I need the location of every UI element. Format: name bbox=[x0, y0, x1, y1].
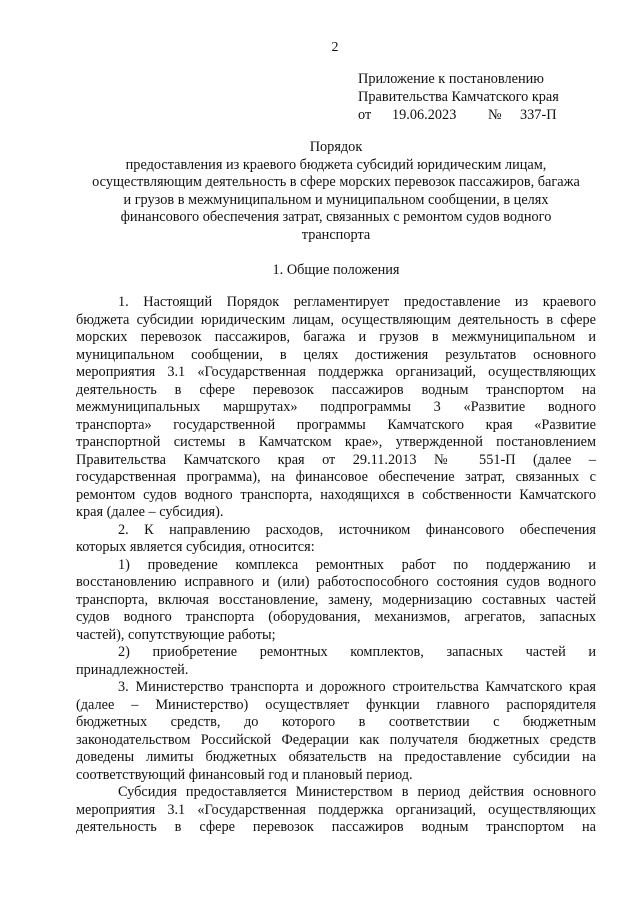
body-line: 2. К направлению расходов, источником финансового обеспечения bbox=[118, 521, 596, 538]
body-line: мероприятия 3.1 «Государственная поддержка организаций, осуществляющих bbox=[76, 801, 596, 818]
body-line: Субсидия предоставляется Министерством в период действия основного bbox=[118, 784, 596, 800]
document-title bbox=[76, 139, 596, 244]
body-line: (далее – Министерство) осуществляет функции главного распорядителя bbox=[76, 696, 596, 713]
appendix-block bbox=[358, 70, 559, 124]
body-line: деятельность в сфере перевозок пассажиров водным транспортом на bbox=[76, 819, 596, 835]
body-line: 1. Настоящий Порядок регламентирует предоставление из краевого bbox=[118, 294, 596, 310]
title-line: транспорта bbox=[301, 226, 371, 243]
body-line: края (далее – субсидия). bbox=[76, 504, 224, 520]
body-line: ремонтом судов водного транспорта, находящихся в собственности Камчатского bbox=[76, 486, 596, 503]
appendix-date-row bbox=[358, 106, 559, 124]
body-line: частей), сопутствующие работы; bbox=[76, 626, 276, 643]
body-text bbox=[76, 294, 596, 837]
body-line: морских перевозок пассажиров, багажа и грузов в межмуниципальном и bbox=[76, 329, 596, 345]
body-line: Правительства Камчатского края от 29.11.2013 № 551-П (далее – bbox=[76, 451, 596, 468]
body-line: соответствующий финансовый год и плановый период. bbox=[76, 766, 413, 783]
body-line: транспортной системы в Камчатском крае», утвержденной постановлением bbox=[76, 434, 596, 450]
appendix-date: 19.06.2023 bbox=[392, 107, 457, 123]
body-line: деятельность в сфере перевозок пассажиров водным транспортом на bbox=[76, 381, 596, 398]
body-line: мероприятия 3.1 «Государственная поддержка организаций, осуществляющих bbox=[76, 364, 596, 380]
body-line: бюджета субсидии юридическим лицам, осуществляющим деятельность в сфере bbox=[76, 311, 596, 328]
title-line: осуществляющим деятельность в сфере морских перевозок пассажиров, багажа bbox=[92, 174, 580, 190]
body-line: 1) проведение комплекса ремонтных работ по поддержанию и bbox=[118, 556, 596, 573]
body-line: 2) приобретение ремонтных комплектов, запасных частей и bbox=[118, 644, 596, 660]
body-line: транспорта» государственной программы Камчатского края «Развитие bbox=[76, 416, 596, 433]
title-heading: Порядок bbox=[309, 139, 363, 155]
title-line: финансового обеспечения затрат, связанных с ремонтом судов водного bbox=[120, 209, 552, 225]
body-line: транспорта, включая восстановление, замену, модернизацию составных частей bbox=[76, 591, 596, 608]
title-line: предоставления из краевого бюджета субсидий юридическим лицам, bbox=[125, 156, 547, 173]
body-line: межмуниципальных маршрутах» подпрограммы 3 «Развитие водного bbox=[76, 399, 596, 415]
body-line: которых является субсидия, относится: bbox=[76, 539, 315, 555]
body-line: государственная программа), на финансовое обеспечение затрат, связанных с bbox=[76, 469, 596, 485]
body-line: принадлежностей. bbox=[76, 661, 189, 678]
page-number: 2 bbox=[331, 40, 339, 55]
body-line: 3. Министерство транспорта и дорожного строительства Камчатского края bbox=[118, 679, 596, 695]
section-heading: 1. Общие положения bbox=[272, 262, 400, 278]
body-line: судов водного транспорта (оборудования, механизмов, агрегатов, запасных bbox=[76, 609, 596, 625]
body-line: доведены лимиты бюджетных обязательств на предоставление субсидии на bbox=[76, 749, 596, 765]
appendix-line-1: Приложение к постановлению bbox=[358, 71, 544, 87]
appendix-from-label: от bbox=[358, 107, 372, 123]
appendix-number-sign: № bbox=[488, 107, 502, 123]
appendix-number: 337-П bbox=[520, 107, 557, 123]
body-line: восстановлению исправного и (или) работоспособного состояния судов водного bbox=[76, 574, 596, 590]
body-line: законодательством Российской Федерации как получателя бюджетных средств bbox=[76, 731, 596, 748]
appendix-line-2: Правительства Камчатского края bbox=[358, 89, 559, 105]
body-line: муниципальном сообщении, в целях достижения результатов основного bbox=[76, 346, 596, 363]
body-line: бюджетных средств, до которого в соответствии с бюджетным bbox=[76, 714, 596, 730]
title-line: и грузов в межмуниципальном и муниципальном сообщении, в целях bbox=[123, 191, 549, 208]
